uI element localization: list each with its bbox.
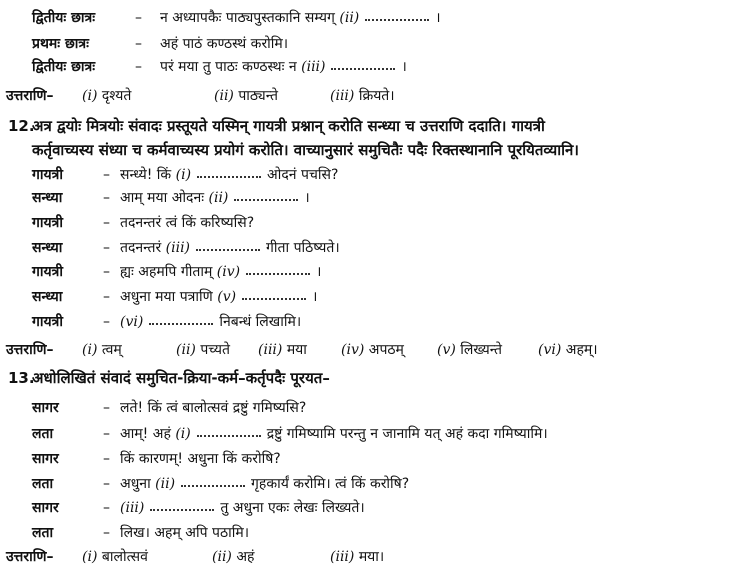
dash: –: [103, 314, 110, 330]
blank-number: (iii): [120, 500, 145, 516]
text-after: गीता पठिष्यते।: [266, 240, 340, 256]
answer-number: (iii): [330, 88, 355, 104]
answer-item: [82, 339, 122, 361]
answer-word: अहम्।: [565, 342, 598, 358]
text-before: परं मया तु पाठः कण्ठस्थः न: [160, 59, 297, 75]
text-after: ।: [312, 289, 318, 305]
question-12: [8, 114, 579, 162]
text-after: ।: [316, 264, 322, 280]
dash: –: [103, 476, 110, 492]
text-before: ह्यः अहमपि गीताम्: [120, 264, 213, 280]
text-after: गृहकार्यं करोमि। त्वं किं करोषि?: [251, 476, 410, 492]
speaker-name: सन्ध्या: [32, 289, 63, 305]
answer-number: (iii): [258, 342, 283, 358]
text-after: ओदनं पचसि?: [267, 167, 339, 183]
dash: –: [135, 59, 142, 75]
blank-number: (ii): [208, 190, 229, 206]
fill-in-blank: [246, 261, 310, 275]
answer-number: (vi): [538, 342, 562, 358]
question-number: 12.: [8, 117, 35, 135]
speaker-name: द्वितीयः छात्रः: [32, 59, 96, 75]
dialogue-text: [120, 448, 281, 470]
speaker-name: लता: [32, 476, 54, 492]
answer-number: (ii): [176, 342, 196, 358]
fill-in-blank: [150, 497, 214, 511]
speaker-name: सागर: [32, 400, 59, 416]
speaker-name: गायत्री: [32, 264, 63, 280]
dialogue-text: [120, 497, 365, 519]
answer-word: पच्यते: [200, 342, 230, 358]
answer-number: (i): [82, 88, 98, 104]
text-after: ।: [435, 10, 441, 26]
dash: –: [103, 451, 110, 467]
text-before: आम्! अहं: [120, 426, 171, 442]
text-before: सन्ध्ये! किं: [120, 167, 172, 183]
text-before: अधुना: [120, 476, 151, 492]
fill-in-blank: [234, 187, 298, 201]
question-text-line1: अत्र द्वयोः मित्रयोः संवादः प्रस्तूयते यस्मिन् गायत्री प्रश्नान् करोति सन्ध्या च उत्तराणि ददाति। गायत्री: [32, 117, 545, 135]
dash: –: [103, 426, 110, 442]
speaker-name: सागर: [32, 451, 59, 467]
speaker-name: गायत्री: [32, 215, 63, 231]
answer-item: [82, 85, 131, 107]
dash: –: [103, 400, 110, 416]
answer-word: मया।: [358, 549, 385, 565]
blank-number: (i): [175, 167, 192, 183]
fill-in-blank: [365, 7, 429, 21]
text-after: ।: [401, 59, 407, 75]
answers-label: उत्तराणि–: [6, 549, 54, 565]
answer-word: त्वम्: [101, 342, 122, 358]
answer-word: मया: [286, 342, 307, 358]
blank-number: (i): [175, 426, 191, 442]
answers-label: उत्तराणि–: [6, 342, 54, 358]
answer-word: अहं: [236, 549, 255, 565]
dash: –: [103, 190, 110, 206]
question-number: 13.: [8, 369, 35, 387]
speaker-name: सन्ध्या: [32, 190, 63, 206]
dialogue-text: [160, 7, 441, 29]
text-after: तु अधुना एकः लेखः लिख्यते।: [220, 500, 365, 516]
question-13: [8, 366, 330, 390]
speaker-name: गायत्री: [32, 167, 63, 183]
answer-number: (v): [437, 342, 456, 358]
dash: –: [103, 167, 110, 183]
text-before: अहं पाठं कण्ठस्थं करोमि।: [160, 36, 289, 52]
dialogue-text: [120, 237, 340, 259]
answer-word: क्रियते।: [358, 88, 395, 104]
fill-in-blank: [197, 164, 261, 178]
text-after: निबन्धं लिखामि।: [219, 314, 302, 330]
fill-in-blank: [331, 56, 395, 70]
answer-number: (iii): [330, 549, 355, 565]
blank-number: (v): [217, 289, 237, 305]
question-text-line1: अधोलिखितं संवादं समुचित-क्रिया-कर्म–कर्तृपदैः पूरयत–: [32, 369, 330, 387]
text-before: लते! किं त्वं बालोत्सवं द्रष्टुं गमिष्यसि?: [120, 400, 307, 416]
fill-in-blank: [181, 473, 245, 487]
dialogue-text: [120, 311, 301, 333]
answer-item: [82, 546, 148, 568]
answers-label: उत्तराणि–: [6, 88, 54, 104]
text-before: न अध्यापकैः पाठ्यपुस्तकानि सम्यग्: [160, 10, 335, 26]
text-after: द्रष्टुं गमिष्यामि परन्तु न जानामि यत् अहं कदा गमिष्यामि।: [266, 426, 548, 442]
answer-item: [176, 339, 230, 361]
blank-number: (vi): [120, 314, 144, 330]
answer-item: [330, 546, 384, 568]
answer-item: [538, 339, 598, 361]
speaker-name: लता: [32, 426, 54, 442]
dialogue-text: [160, 33, 288, 55]
dash: –: [103, 500, 110, 516]
text-before: लिख। अहम् अपि पठामि।: [120, 525, 250, 541]
answer-item: [341, 339, 404, 361]
blank-number: (ii): [339, 10, 360, 26]
dialogue-text: [120, 212, 254, 234]
answer-item: [258, 339, 307, 361]
fill-in-blank: [242, 286, 306, 300]
blank-number: (iii): [301, 59, 326, 75]
text-before: तदनन्तरं त्वं किं करिष्यसि?: [120, 215, 255, 231]
text-after: ।: [304, 190, 310, 206]
dialogue-text: [120, 522, 249, 544]
text-before: तदनन्तरं: [120, 240, 162, 256]
blank-number: (iii): [165, 240, 191, 256]
dialogue-text: [120, 286, 317, 308]
answer-word: दृश्यते: [101, 88, 132, 104]
answer-number: (iv): [341, 342, 365, 358]
speaker-name: द्वितीयः छात्रः: [32, 10, 96, 26]
fill-in-blank: [149, 311, 213, 325]
text-before: आम् मया ओदनः: [120, 190, 205, 206]
answer-item: [330, 85, 395, 107]
answer-number: (i): [82, 342, 98, 358]
dash: –: [103, 289, 110, 305]
fill-in-blank: [197, 423, 261, 437]
text-before: अधुना मया पत्राणि: [120, 289, 213, 305]
dialogue-text: [120, 187, 310, 209]
question-text-line2: कर्तृवाच्यस्य संध्या च कर्मवाच्यस्य प्रयोगं करोति। वाच्यानुसारं समुचितैः पदैः रिक्तस्थानानि पूरयितव्यानि।: [32, 141, 579, 159]
dialogue-text: [120, 423, 548, 445]
blank-number: (ii): [155, 476, 176, 492]
dash: –: [103, 240, 110, 256]
dialogue-text: [120, 397, 306, 419]
fill-in-blank: [196, 237, 260, 251]
answer-word: पाठ्यन्ते: [238, 88, 279, 104]
text-before: किं कारणम्! अधुना किं करोषि?: [120, 451, 281, 467]
answer-item: [214, 85, 278, 107]
dialogue-text: [160, 56, 407, 78]
answer-number: (ii): [214, 88, 234, 104]
speaker-name: सन्ध्या: [32, 240, 63, 256]
speaker-name: लता: [32, 525, 54, 541]
answer-item: [212, 546, 254, 568]
dash: –: [103, 215, 110, 231]
speaker-name: सागर: [32, 500, 59, 516]
speaker-name: गायत्री: [32, 314, 63, 330]
dialogue-text: [120, 473, 409, 495]
dash: –: [135, 10, 142, 26]
answer-word: बालोत्सवं: [101, 549, 148, 565]
dialogue-text: [120, 164, 338, 186]
dash: –: [135, 36, 142, 52]
answer-item: [437, 339, 502, 361]
dash: –: [103, 264, 110, 280]
answer-word: अपठम्: [368, 342, 404, 358]
dash: –: [103, 525, 110, 541]
answer-word: लिख्यन्ते: [460, 342, 503, 358]
speaker-name: प्रथमः छात्रः: [32, 36, 89, 52]
blank-number: (iv): [216, 264, 241, 280]
answer-number: (ii): [212, 549, 232, 565]
dialogue-text: [120, 261, 321, 283]
answer-number: (i): [82, 549, 98, 565]
